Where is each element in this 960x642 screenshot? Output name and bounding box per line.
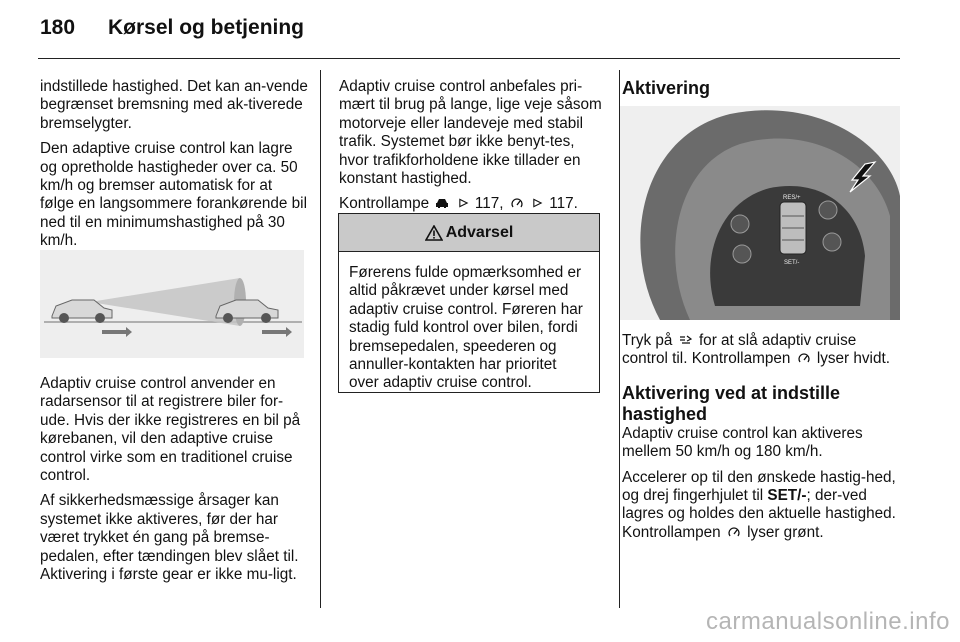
watermark: carmanualsonline.info — [706, 608, 950, 635]
text-fragment: for at slå adaptiv cruise control til. Kontrollampen — [622, 332, 857, 368]
paragraph: Den adaptive cruise control kan lagre og opretholde hastigheder over ca. 50 km/h og bremser automatisk for at følge en langsommere forankørende bil ned til en minimumshastighed på 30 km/h. — [40, 140, 307, 250]
radar-illustration — [40, 250, 304, 358]
warning-text: Førerens fulde opmærksomhed er altid påkrævet under kørsel med adaptiv cruise control. Føreren har stadig fuld kontrol over bilen, fordi bremsepedalen, speederen og annuller-kontakten har prioritet over adaptiv cruise control. — [349, 264, 583, 392]
steering-wheel-illustration — [620, 106, 900, 320]
warning-triangle-icon — [425, 225, 443, 241]
paragraph: Adaptiv cruise control anvender en radarsensor til at registrere biler for-ude. Hvis der ikke registreres en bil på kørebanen, vil den adaptive cruise control virke som en traditionel cruise control. — [40, 375, 301, 485]
warning-title: Advarsel — [445, 223, 514, 241]
page-reference: 117, — [474, 195, 504, 213]
arrow-ref-icon — [458, 197, 469, 209]
text-fragment: lyser hvidt. — [816, 350, 890, 368]
column-2 — [339, 78, 605, 221]
page-reference: 117. — [549, 195, 578, 213]
kontrollampe-line — [339, 195, 605, 213]
paragraph — [622, 469, 900, 543]
adaptive-cruise-lamp-icon — [797, 352, 811, 364]
column-1-lower — [40, 375, 308, 591]
warning-box — [338, 213, 600, 393]
paragraph: Adaptiv cruise control anbefales pri-mært til brug på lange, lige veje såsom motorveje eller landeveje med stabil trafik. Systemet bør ikke benyt-tes, hvor trafikforholdene ikke tillader en konstant hastighed. — [339, 78, 602, 188]
subsection-heading: Aktivering ved at indstille hastighed — [622, 382, 841, 424]
car-front-icon — [435, 197, 449, 209]
res-label: RES/+ — [783, 195, 801, 201]
set-button-label: SET/- — [767, 487, 807, 505]
text-fragment: Accelerer op til den ønskede hastig-hed, og drej fingerhjulet til — [622, 468, 896, 505]
text-fragment: lyser grønt. — [747, 523, 824, 541]
section-heading: Aktivering — [622, 78, 711, 98]
column-3 — [622, 332, 900, 549]
adaptive-cruise-lamp-icon — [727, 526, 741, 538]
set-label: SET/- — [784, 260, 800, 266]
text-fragment: Tryk på — [622, 332, 673, 349]
arrow-ref-icon — [532, 197, 543, 209]
cruise-switch-icon — [679, 334, 693, 346]
page-number: 180 — [40, 16, 76, 39]
paragraph: indstillede hastighed. Det kan an-vende begrænset bremsning med ak-tiverede bremselygter. — [40, 78, 308, 132]
page-title: Kørsel og betjening — [108, 16, 305, 39]
paragraph: Af sikkerhedsmæssige årsager kan systemet ikke aktiveres, før der har været trykket én gang på bremse-pedalen, efter tændingen blev slået til. Aktivering i første gear er ikke mu-ligt. — [40, 492, 299, 584]
kontrollampe-label: Kontrollampe — [339, 195, 430, 213]
adaptive-cruise-lamp-icon — [510, 197, 524, 209]
warning-header — [339, 214, 599, 252]
column-divider-1 — [320, 70, 321, 608]
paragraph — [622, 332, 900, 369]
header-rule — [38, 58, 900, 59]
column-1 — [40, 78, 308, 258]
paragraph: Adaptiv cruise control kan aktiveres mellem 50 km/h og 180 km/h. — [622, 424, 863, 461]
text-fragment: ; der-ved lagres og holdes den aktuelle hastighed. Kontrollampen — [622, 487, 896, 541]
